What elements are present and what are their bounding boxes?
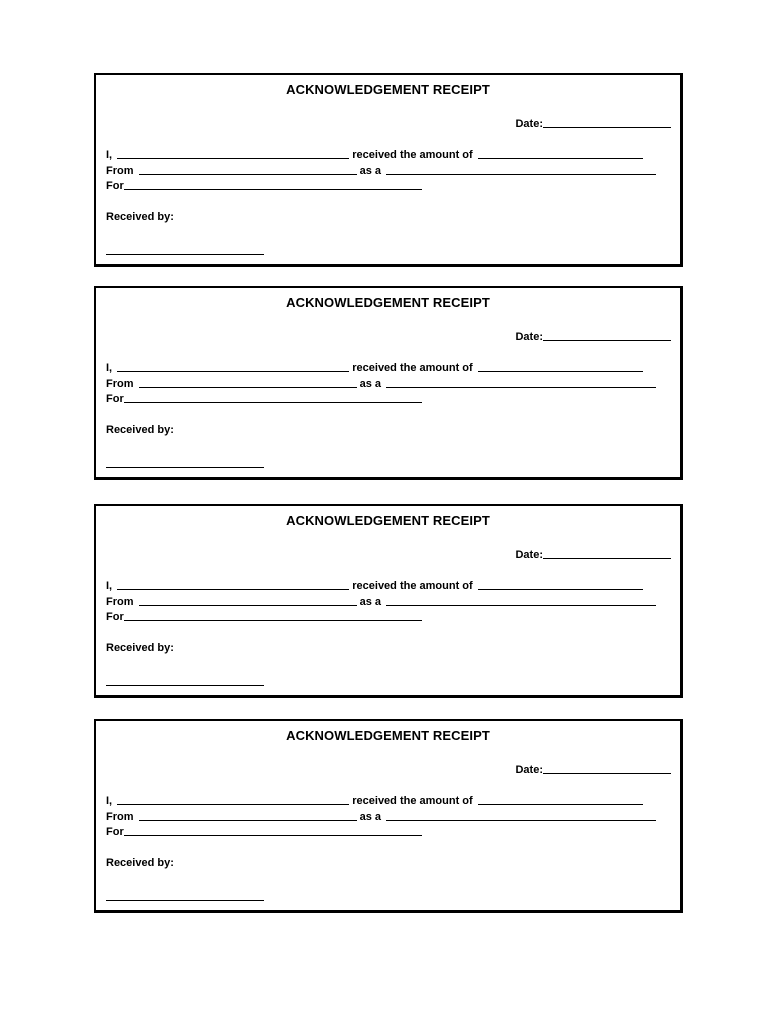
receipt-title: ACKNOWLEDGEMENT RECEIPT xyxy=(286,295,490,310)
from-row xyxy=(106,810,656,824)
as-label: as a xyxy=(359,811,382,823)
signature-row xyxy=(106,457,264,471)
as-label: as a xyxy=(359,596,382,608)
receipt-form xyxy=(94,73,683,267)
for-label: For xyxy=(106,393,124,405)
date-row xyxy=(515,763,671,777)
for-row xyxy=(106,179,422,193)
for-blank[interactable] xyxy=(124,835,422,836)
date-blank[interactable] xyxy=(543,558,671,559)
date-row xyxy=(515,117,671,131)
amount-label: received the amount of xyxy=(352,149,473,161)
from-label: From xyxy=(106,378,134,390)
name-blank[interactable] xyxy=(117,158,349,159)
signature-blank[interactable] xyxy=(106,467,264,468)
for-label: For xyxy=(106,826,124,838)
name-prefix: I, xyxy=(106,362,113,374)
from-row xyxy=(106,164,656,178)
amount-row xyxy=(106,361,643,375)
date-label: Date: xyxy=(515,764,543,776)
as-label: as a xyxy=(359,378,382,390)
for-row xyxy=(106,825,422,839)
received-by-label: Received by: xyxy=(106,424,174,436)
date-row xyxy=(515,330,671,344)
for-label: For xyxy=(106,180,124,192)
name-prefix: I, xyxy=(106,149,113,161)
for-blank[interactable] xyxy=(124,402,422,403)
receipt-title: ACKNOWLEDGEMENT RECEIPT xyxy=(286,728,490,743)
amount-blank[interactable] xyxy=(478,158,643,159)
as-label: as a xyxy=(359,165,382,177)
receipt-form xyxy=(94,286,683,480)
amount-row xyxy=(106,579,643,593)
for-blank[interactable] xyxy=(124,189,422,190)
signature-row xyxy=(106,890,264,904)
from-blank[interactable] xyxy=(139,174,357,175)
date-label: Date: xyxy=(515,331,543,343)
signature-row xyxy=(106,675,264,689)
name-blank[interactable] xyxy=(117,589,349,590)
date-label: Date: xyxy=(515,549,543,561)
receipt-title: ACKNOWLEDGEMENT RECEIPT xyxy=(286,513,490,528)
amount-row xyxy=(106,148,643,162)
from-blank[interactable] xyxy=(139,387,357,388)
date-blank[interactable] xyxy=(543,340,671,341)
received-by-label: Received by: xyxy=(106,857,174,869)
receipt-form xyxy=(94,504,683,698)
name-blank[interactable] xyxy=(117,804,349,805)
amount-blank[interactable] xyxy=(478,589,643,590)
from-row xyxy=(106,595,656,609)
amount-blank[interactable] xyxy=(478,804,643,805)
as-blank[interactable] xyxy=(386,174,656,175)
as-blank[interactable] xyxy=(386,820,656,821)
amount-label: received the amount of xyxy=(352,795,473,807)
date-blank[interactable] xyxy=(543,127,671,128)
name-prefix: I, xyxy=(106,795,113,807)
received-by-label: Received by: xyxy=(106,642,174,654)
from-label: From xyxy=(106,165,134,177)
from-blank[interactable] xyxy=(139,820,357,821)
for-label: For xyxy=(106,611,124,623)
amount-label: received the amount of xyxy=(352,362,473,374)
name-prefix: I, xyxy=(106,580,113,592)
amount-blank[interactable] xyxy=(478,371,643,372)
as-blank[interactable] xyxy=(386,387,656,388)
signature-blank[interactable] xyxy=(106,685,264,686)
amount-row xyxy=(106,794,643,808)
amount-label: received the amount of xyxy=(352,580,473,592)
name-blank[interactable] xyxy=(117,371,349,372)
from-label: From xyxy=(106,596,134,608)
signature-blank[interactable] xyxy=(106,254,264,255)
date-row xyxy=(515,548,671,562)
received-by-label: Received by: xyxy=(106,211,174,223)
from-blank[interactable] xyxy=(139,605,357,606)
receipt-title: ACKNOWLEDGEMENT RECEIPT xyxy=(286,82,490,97)
date-blank[interactable] xyxy=(543,773,671,774)
signature-blank[interactable] xyxy=(106,900,264,901)
receipt-form xyxy=(94,719,683,913)
from-row xyxy=(106,377,656,391)
for-row xyxy=(106,392,422,406)
as-blank[interactable] xyxy=(386,605,656,606)
for-row xyxy=(106,610,422,624)
signature-row xyxy=(106,244,264,258)
date-label: Date: xyxy=(515,118,543,130)
from-label: From xyxy=(106,811,134,823)
for-blank[interactable] xyxy=(124,620,422,621)
